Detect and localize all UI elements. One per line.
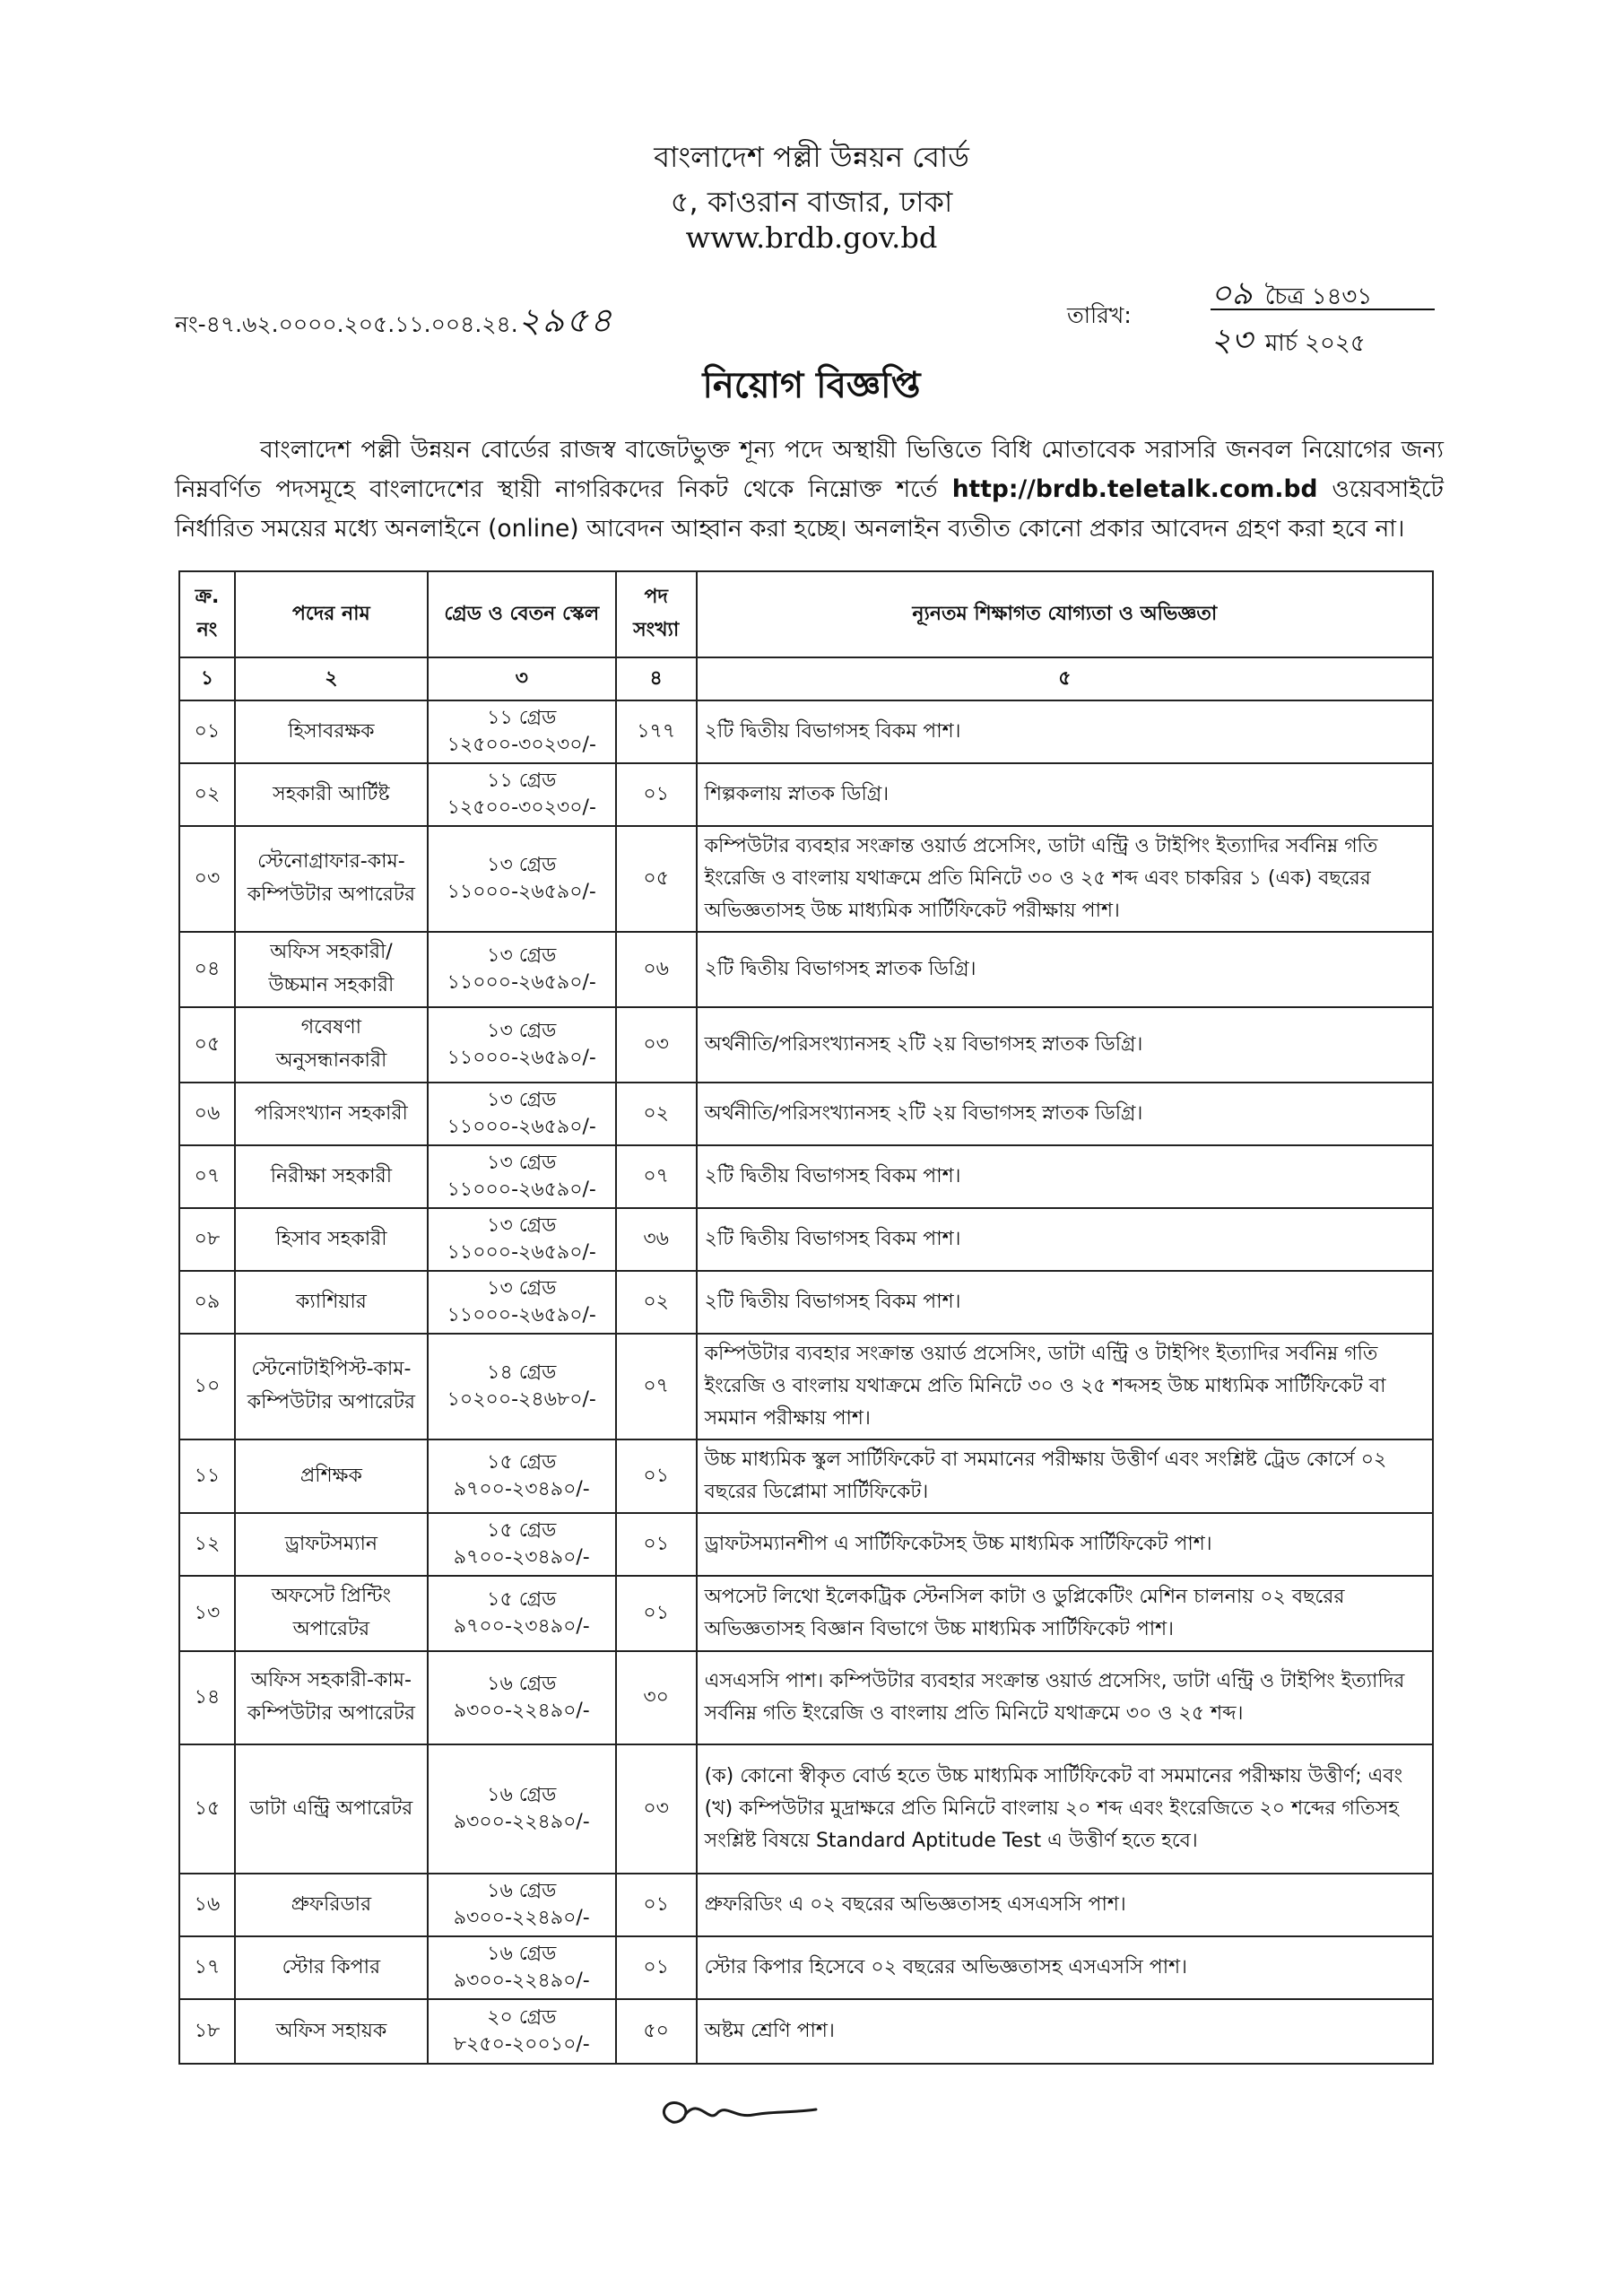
grade-label: ১৫ গ্রেড: [487, 1588, 557, 1611]
column-number: ১: [179, 657, 235, 700]
cell-grade-scale: [428, 1513, 616, 1576]
signature-mark: [646, 2079, 825, 2142]
date-bangla-day: ০৯: [1211, 275, 1253, 312]
qualification-text: এসএসসি পাশ। কম্পিউটার ব্যবহার সংক্রান্ত ওয়ার্ড প্রসেসিং, ডাটা এন্ট্রি ও টাইপিং ইত্যাদির সর্বনিম্ন গতি ইংরেজি ও বাংলায় প্রতি মিনিটে যথাক্রমে ৩০ ও ২৫ শব্দ।: [704, 1670, 1405, 1725]
cell-post-count: ০৫: [616, 826, 697, 932]
table-row: [179, 1576, 1433, 1651]
table-row: [179, 700, 1433, 763]
pay-scale: ৯৭০০-২৩৪৯০/-: [453, 1615, 590, 1638]
cell-serial: ১৭: [179, 1936, 235, 1999]
qualification-text: ২টি দ্বিতীয় বিভাগসহ বিকম পাশ।: [704, 1165, 961, 1187]
date-bangla-month-year: চৈত্র ১৪৩১: [1264, 283, 1373, 310]
grade-label: ১৪ গ্রেড: [487, 1361, 557, 1384]
qualification-text: কম্পিউটার ব্যবহার সংক্রান্ত ওয়ার্ড প্রসেসিং, ডাটা এন্ট্রি ও টাইপিং ইত্যাদির সর্বনিম্ন গতি ইংরেজি ও বাংলায় যথাক্রমে প্রতি মিনিটে ৩০ ও ২৫ শব্দ এবং চাকরির ১ (এক) বছরের অভিজ্ঞতাসহ উচ্চ মাধ্যমিক সার্টিফিকেট পরীক্ষায় পাশ।: [704, 835, 1378, 922]
column-number-row: [179, 657, 1433, 700]
table-header-row: [179, 571, 1433, 657]
cell-grade-scale: [428, 1651, 616, 1744]
cell-grade-scale: [428, 1576, 616, 1651]
cell-serial: ০৬: [179, 1083, 235, 1145]
grade-label: ১১ গ্রেড: [487, 707, 557, 729]
cell-post-name: স্টেনোটাইপিস্ট-কাম-কম্পিউটার অপারেটর: [235, 1334, 428, 1439]
grade-label: ১৩ গ্রেড: [487, 944, 557, 967]
grade-label: ১৬ গ্রেড: [487, 1673, 557, 1695]
cell-grade-scale: [428, 1083, 616, 1145]
header-post-count: পদ সংখ্যা: [616, 571, 697, 657]
grade-label: ২০ গ্রেড: [487, 2006, 557, 2029]
cell-serial: ০৮: [179, 1208, 235, 1271]
cell-serial: ০৩: [179, 826, 235, 932]
cell-post-count: ০১: [616, 1576, 697, 1651]
qualification-text: অর্থনীতি/পরিসংখ্যানসহ ২টি ২য় বিভাগসহ স্নাতক ডিগ্রি।: [704, 1102, 1143, 1125]
pay-scale: ৯৭০০-২৩৪৯০/-: [453, 1546, 590, 1569]
pay-scale: ১২৫০০-৩০২৩০/-: [447, 796, 596, 819]
cell-post-count: ০১: [616, 763, 697, 826]
grade-label: ১৬ গ্রেড: [487, 1784, 557, 1806]
cell-post-name: ডাটা এন্ট্রি অপারেটর: [235, 1744, 428, 1874]
column-number: ৩: [428, 657, 616, 700]
grade-label: ১১ গ্রেড: [487, 770, 557, 792]
cell-grade-scale: [428, 1145, 616, 1208]
cell-serial: ০৪: [179, 932, 235, 1007]
header-qualification: ন্যূনতম শিক্ষাগত যোগ্যতা ও অভিজ্ঞতা: [697, 571, 1433, 657]
cell-post-count: ০১: [616, 1874, 697, 1936]
cell-qualification: [697, 1874, 1433, 1936]
table-row: [179, 826, 1433, 932]
date-english-month-year: মার্চ ২০২৫: [1264, 330, 1366, 357]
cell-qualification: [697, 763, 1433, 826]
header-post-name: পদের নাম: [235, 571, 428, 657]
cell-grade-scale: [428, 1007, 616, 1083]
cell-serial: ১১: [179, 1439, 235, 1513]
pay-scale: ৯৩০০-২২৪৯০/-: [453, 1970, 590, 1992]
grade-label: ১৬ গ্রেড: [487, 1880, 557, 1902]
cell-post-name: অফিস সহায়ক: [235, 1999, 428, 2064]
cell-serial: ১৬: [179, 1874, 235, 1936]
grade-label: ১৫ গ্রেড: [487, 1519, 557, 1542]
qualification-text: ২টি দ্বিতীয় বিভাগসহ স্নাতক ডিগ্রি।: [704, 958, 976, 980]
pay-scale: ১১০০০-২৬৫৯০/-: [447, 1241, 596, 1264]
column-number: ২: [235, 657, 428, 700]
pay-scale: ১১০০০-২৬৫৯০/-: [447, 971, 596, 994]
cell-qualification: [697, 1576, 1433, 1651]
column-number: ৪: [616, 657, 697, 700]
grade-label: ১৩ গ্রেড: [487, 1089, 557, 1111]
table-row: [179, 1007, 1433, 1083]
org-address: ৫, কাওরান বাজার, ঢাকা: [670, 185, 953, 219]
qualification-text: ২টি দ্বিতীয় বিভাগসহ বিকম পাশ।: [704, 1228, 961, 1250]
grade-label: ১৩ গ্রেড: [487, 1214, 557, 1237]
intro-text-part1: বাংলাদেশ পল্লী উন্নয়ন বোর্ডের রাজস্ব বাজেটভুক্ত শূন্য পদে অস্থায়ী ভিত্তিতে বিধি মোতাবেক সরাসরি জনবল নিয়োগের জন্য নিম্নবর্ণিত পদসমূহে বাংলাদেশের স্থায়ী নাগরিকদের নিকট থেকে নিম্নোক্ত শর্তে: [175, 436, 1444, 503]
cell-post-count: ০২: [616, 1083, 697, 1145]
pay-scale: ১১০০০-২৬৫৯০/-: [447, 1116, 596, 1138]
table-row: [179, 1208, 1433, 1271]
cell-grade-scale: [428, 1874, 616, 1936]
cell-post-count: ১৭৭: [616, 700, 697, 763]
pay-scale: ১১০০০-২৬৫৯০/-: [447, 881, 596, 903]
date-bangla: [1211, 269, 1372, 323]
date-label: তারিখ:: [1067, 302, 1132, 328]
cell-post-name: অফিস সহকারী-কাম-কম্পিউটার অপারেটর: [235, 1651, 428, 1744]
memo-number-handwritten: ২৯৫৪: [517, 300, 614, 340]
header-grade-scale: গ্রেড ও বেতন স্কেল: [428, 571, 616, 657]
cell-post-name: গবেষণা অনুসন্ধানকারী: [235, 1007, 428, 1083]
grade-label: ১৬ গ্রেড: [487, 1943, 557, 1965]
cell-qualification: [697, 700, 1433, 763]
cell-qualification: [697, 1145, 1433, 1208]
pay-scale: ১১০০০-২৬৫৯০/-: [447, 1047, 596, 1069]
org-name: বাংলাদেশ পল্লী উন্নয়ন বোর্ড: [654, 140, 969, 174]
cell-serial: ১৪: [179, 1651, 235, 1744]
memo-number-printed: নং-৪৭.৬২.০০০০.২০৫.১১.০০৪.২৪.: [175, 311, 518, 337]
pay-scale: ১২৫০০-৩০২৩০/-: [447, 734, 596, 756]
pay-scale: ৯৭০০-২৩৪৯০/-: [453, 1478, 590, 1500]
cell-qualification: [697, 1651, 1433, 1744]
notice-title: নিয়োগ বিজ্ঞপ্তি: [702, 365, 921, 406]
memo-number: [175, 294, 613, 352]
cell-grade-scale: [428, 1999, 616, 2064]
org-website: www.brdb.gov.bd: [685, 221, 938, 255]
qualification-text: অপসেট লিথো ইলেকট্রিক স্টেনসিল কাটা ও ডুপ্লিকেটিং মেশিন চালনায় ০২ বছরের অভিজ্ঞতাসহ বিজ্ঞান বিভাগে উচ্চ মাধ্যমিক সার্টিফিকেট পাশ।: [704, 1586, 1345, 1640]
intro-text-part2: ওয়েবসাইটে নির্ধারিত সময়ের মধ্যে অনলাইনে (online) আবেদন আহ্বান করা হচ্ছে। অনলাইন ব্যতীত কোনো প্রকার আবেদন গ্রহণ করা হবে না।: [175, 475, 1444, 543]
cell-grade-scale: [428, 1936, 616, 1999]
pay-scale: ৮২৫০-২০০১০/-: [453, 2033, 590, 2056]
cell-post-count: ০৭: [616, 1334, 697, 1439]
table-row: [179, 1439, 1433, 1513]
cell-post-count: ০৩: [616, 1007, 697, 1083]
cell-serial: ১০: [179, 1334, 235, 1439]
grade-label: ১৩ গ্রেড: [487, 1277, 557, 1300]
column-number: ৫: [697, 657, 1433, 700]
cell-post-count: ০৭: [616, 1145, 697, 1208]
pay-scale: ১০২০০-২৪৬৮০/-: [447, 1388, 596, 1411]
cell-serial: ১৮: [179, 1999, 235, 2064]
grade-label: ১৩ গ্রেড: [487, 854, 557, 876]
qualification-text: (খ) কম্পিউটার মুদ্রাক্ষরে প্রতি মিনিটে বাংলায় ২০ শব্দ এবং ইংরেজিতে ২০ শব্দের গতিসহ সংশ্লিষ্ট বিষয়ে Standard Aptitude Test এ উত্তীর্ণ হতে হবে।: [704, 1797, 1399, 1852]
cell-post-count: ০৬: [616, 932, 697, 1007]
cell-post-count: ০৩: [616, 1744, 697, 1874]
cell-post-name: অফিস সহকারী/ উচ্চমান সহকারী: [235, 932, 428, 1007]
cell-qualification: [697, 1999, 1433, 2064]
grade-label: ১৫ গ্রেড: [487, 1451, 557, 1474]
table-row: [179, 1936, 1433, 1999]
cell-post-name: স্টোর কিপার: [235, 1936, 428, 1999]
date-english-day: ২৩: [1211, 322, 1253, 359]
table-row: [179, 1334, 1433, 1439]
cell-serial: ০২: [179, 763, 235, 826]
cell-qualification: [697, 1936, 1433, 1999]
cell-grade-scale: [428, 932, 616, 1007]
cell-post-count: ৩০: [616, 1651, 697, 1744]
cell-grade-scale: [428, 1334, 616, 1439]
cell-qualification: [697, 1208, 1433, 1271]
cell-qualification: [697, 1439, 1433, 1513]
cell-serial: ১৫: [179, 1744, 235, 1874]
table-row: [179, 932, 1433, 1007]
cell-post-name: ক্যাশিয়ার: [235, 1271, 428, 1334]
cell-serial: ০৯: [179, 1271, 235, 1334]
pay-scale: ৯৩০০-২২৪৯০/-: [453, 1907, 590, 1929]
cell-serial: ১২: [179, 1513, 235, 1576]
cell-serial: ১৩: [179, 1576, 235, 1651]
cell-post-count: ৫০: [616, 1999, 697, 2064]
qualification-text: স্টোর কিপার হিসেবে ০২ বছরের অভিজ্ঞতাসহ এসএসসি পাশ।: [704, 1956, 1187, 1979]
qualification-text: কম্পিউটার ব্যবহার সংক্রান্ত ওয়ার্ড প্রসেসিং, ডাটা এন্ট্রি ও টাইপিং ইত্যাদির সর্বনিম্ন গতি ইংরেজি ও বাংলায় যথাক্রমে প্রতি মিনিটে ৩০ ও ২৫ শব্দসহ উচ্চ মাধ্যমিক সার্টিফিকেট বা সমমান পরীক্ষায় পাশ।: [704, 1343, 1386, 1430]
qualification-text: অর্থনীতি/পরিসংখ্যানসহ ২টি ২য় বিভাগসহ স্নাতক ডিগ্রি।: [704, 1033, 1143, 1056]
cell-post-name: নিরীক্ষা সহকারী: [235, 1145, 428, 1208]
qualification-text: অষ্টম শ্রেণি পাশ।: [704, 2020, 835, 2042]
table-row: [179, 763, 1433, 826]
cell-post-name: প্রশিক্ষক: [235, 1439, 428, 1513]
cell-post-count: ০১: [616, 1936, 697, 1999]
cell-grade-scale: [428, 1271, 616, 1334]
cell-grade-scale: [428, 763, 616, 826]
table-row: [179, 1999, 1433, 2064]
grade-label: ১৩ গ্রেড: [487, 1020, 557, 1042]
cell-post-name: হিসাব সহকারী: [235, 1208, 428, 1271]
application-url-link[interactable]: http://brdb.teletalk.com.bd: [951, 475, 1318, 503]
qualification-text: ২টি দ্বিতীয় বিভাগসহ বিকম পাশ।: [704, 1291, 961, 1313]
cell-post-count: ০২: [616, 1271, 697, 1334]
pay-scale: ৯৩০০-২২৪৯০/-: [453, 1700, 590, 1722]
cell-grade-scale: [428, 700, 616, 763]
qualification-text: ২টি দ্বিতীয় বিভাগসহ বিকম পাশ।: [704, 720, 961, 743]
date-divider: [1211, 309, 1435, 310]
pay-scale: ১১০০০-২৬৫৯০/-: [447, 1304, 596, 1326]
cell-qualification: [697, 1007, 1433, 1083]
cell-grade-scale: [428, 1744, 616, 1874]
cell-qualification: [697, 1083, 1433, 1145]
cell-post-name: প্রুফরিডার: [235, 1874, 428, 1936]
cell-post-name: সহকারী আর্টিষ্ট: [235, 763, 428, 826]
date-block: [1067, 269, 1444, 359]
pay-scale: ৯৩০০-২২৪৯০/-: [453, 1811, 590, 1833]
cell-post-count: ০১: [616, 1513, 697, 1576]
cell-serial: ০৫: [179, 1007, 235, 1083]
qualification-text: প্রুফরিডিং এ ০২ বছরের অভিজ্ঞতাসহ এসএসসি পাশ।: [704, 1893, 1126, 1916]
qualification-text: ড্রাফটসম্যানশীপ এ সার্টিফিকেটসহ উচ্চ মাধ্যমিক সার্টিফিকেট পাশ।: [704, 1533, 1212, 1555]
table-row: [179, 1874, 1433, 1936]
table-row: [179, 1744, 1433, 1874]
cell-serial: ০১: [179, 700, 235, 763]
cell-qualification: [697, 1744, 1433, 1874]
table-row: [179, 1271, 1433, 1334]
cell-post-name: পরিসংখ্যান সহকারী: [235, 1083, 428, 1145]
cell-post-name: স্টেনোগ্রাফার-কাম-কম্পিউটার অপারেটর: [235, 826, 428, 932]
cell-grade-scale: [428, 1208, 616, 1271]
cell-qualification: [697, 1271, 1433, 1334]
qualification-text: শিল্পকলায় স্নাতক ডিগ্রি।: [704, 783, 890, 805]
grade-label: ১৩ গ্রেড: [487, 1152, 557, 1174]
vacancy-table: [178, 570, 1434, 2065]
table-row: [179, 1513, 1433, 1576]
cell-post-name: অফসেট প্রিন্টিং অপারেটর: [235, 1576, 428, 1651]
qualification-text: উচ্চ মাধ্যমিক স্কুল সার্টিফিকেট বা সমমানের পরীক্ষায় উত্তীর্ণ এবং সংশ্লিষ্ট ট্রেড কোর্সে ০২ বছরের ডিপ্লোমা সার্টিফিকেট।: [704, 1448, 1387, 1503]
cell-post-name: হিসাবরক্ষক: [235, 700, 428, 763]
table-row: [179, 1145, 1433, 1208]
qualification-text: (ক) কোনো স্বীকৃত বোর্ড হতে উচ্চ মাধ্যমিক সার্টিফিকেট বা সমমানের পরীক্ষায় উত্তীর্ণ; এবং: [704, 1765, 1403, 1787]
cell-qualification: [697, 1334, 1433, 1439]
cell-post-name: ড্রাফটসম্যান: [235, 1513, 428, 1576]
cell-grade-scale: [428, 826, 616, 932]
header-serial: ক্র. নং: [179, 571, 235, 657]
cell-post-count: ০১: [616, 1439, 697, 1513]
cell-post-count: ৩৬: [616, 1208, 697, 1271]
cell-grade-scale: [428, 1439, 616, 1513]
cell-qualification: [697, 826, 1433, 932]
cell-qualification: [697, 1513, 1433, 1576]
table-row: [179, 1083, 1433, 1145]
cell-serial: ০৭: [179, 1145, 235, 1208]
table-row: [179, 1651, 1433, 1744]
cell-qualification: [697, 932, 1433, 1007]
pay-scale: ১১০০০-২৬৫৯০/-: [447, 1178, 596, 1201]
intro-paragraph: [175, 430, 1444, 549]
